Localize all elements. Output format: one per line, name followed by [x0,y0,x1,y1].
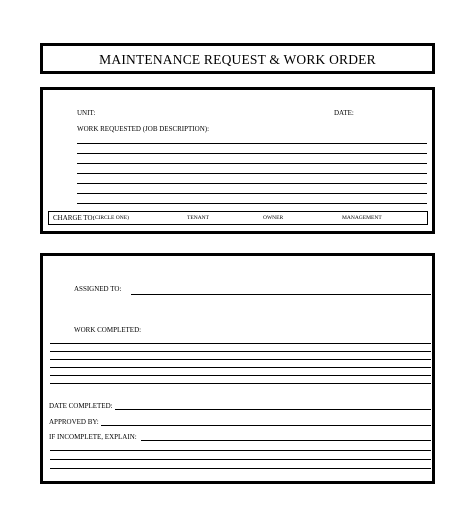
work-completed-label: WORK COMPLETED: [74,326,142,334]
work-requested-line[interactable] [77,193,427,194]
work-completed-line[interactable] [50,367,431,368]
request-section [40,87,435,234]
option-tenant[interactable]: TENANT [187,215,209,221]
approved-by-label: APPROVED BY: [49,418,99,426]
work-requested-line[interactable] [77,173,427,174]
if-incomplete-line[interactable] [141,440,431,441]
if-incomplete-label: IF INCOMPLETE, EXPLAIN: [49,433,137,441]
title-box [40,43,435,74]
if-incomplete-line[interactable] [50,468,431,469]
circle-one-note: (CIRCLE ONE) [93,215,129,221]
completion-section [40,253,435,484]
work-completed-line[interactable] [50,359,431,360]
form-title: MAINTENANCE REQUEST & WORK ORDER [99,52,376,67]
date-label: DATE: [334,109,354,117]
work-completed-line[interactable] [50,375,431,376]
work-requested-label: WORK REQUESTED (JOB DESCRIPTION): [77,125,210,133]
charge-to-row [48,211,428,225]
work-requested-line[interactable] [77,163,427,164]
option-management[interactable]: MANAGEMENT [342,215,382,221]
work-requested-line[interactable] [77,183,427,184]
if-incomplete-line[interactable] [50,450,431,451]
work-requested-line[interactable] [77,153,427,154]
work-requested-line[interactable] [77,143,427,144]
date-completed-label: DATE COMPLETED: [49,402,113,410]
work-completed-line[interactable] [50,383,431,384]
unit-label: UNIT: [77,109,96,117]
work-requested-line[interactable] [77,203,427,204]
work-completed-line[interactable] [50,343,431,344]
date-completed-line[interactable] [115,409,431,410]
charge-to-label: CHARGE TO: [53,214,95,222]
approved-by-line[interactable] [101,425,431,426]
assigned-to-label: ASSIGNED TO: [74,285,122,293]
work-completed-line[interactable] [50,351,431,352]
assigned-to-line[interactable] [131,294,431,295]
if-incomplete-line[interactable] [50,459,431,460]
option-owner[interactable]: OWNER [263,215,284,221]
